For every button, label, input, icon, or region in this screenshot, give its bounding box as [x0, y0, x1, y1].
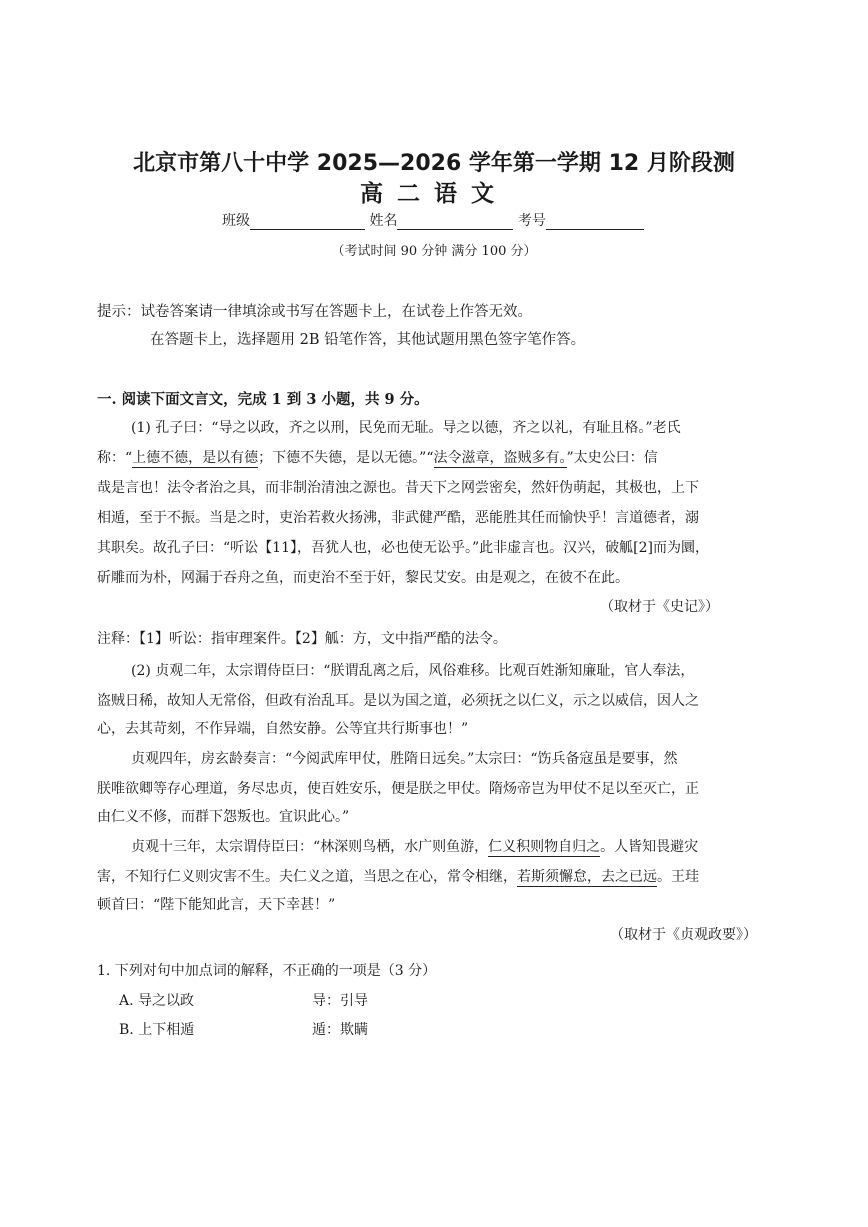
passage1-source: （取材于《史记》） [600, 599, 719, 615]
name-field[interactable] [397, 214, 513, 230]
passage2-line: 贞观四年，房玄龄奏言：“今阅武库甲仗，胜隋日远矣。”太宗曰：“饬兵备寇虽是要事，然 [131, 751, 678, 767]
passage1-line: (1) 孔子曰：“导之以政，齐之以刑，民免而无耻。导之以德，齐之以礼，有耻且格。”老氏 [131, 420, 681, 436]
text-span: ”太史公曰：信 [566, 450, 658, 466]
subject-title: 高二语文 [360, 181, 508, 207]
class-field[interactable] [250, 214, 365, 230]
option-gloss-a: 导：引导 [312, 993, 368, 1009]
passage2-line [97, 866, 699, 886]
option-gloss-b: 遁：欺瞒 [312, 1022, 368, 1038]
underlined-phrase: 法令滋章，盗贼多有。 [433, 450, 567, 466]
class-label: 班级 [222, 213, 250, 229]
passage2-line: 由仁义不修，而群下怨叛也。宜识此心。” [97, 809, 350, 825]
tip-line-1: 提示：试卷答案请一律填涂或书写在答题卡上，在试卷上作答无效。 [97, 304, 532, 320]
text-span: 贞观十三年，太宗谓侍臣曰：“林深则鸟栖，水广则鱼游， [131, 839, 489, 855]
passage2-line: 盗贼日稀，故知人无常俗，但政有治乱耳。是以为国之道，必须抚之以仁义，示之以威信，因人之 [97, 693, 699, 709]
passage1-line: 相遁，至于不振。当是之时，吏治若救火扬沸，非武健严酷，恶能胜其任而愉快乎！言道德者，溺 [97, 510, 699, 526]
underlined-phrase: 上德不德，是以有德 [132, 450, 259, 466]
exam-time-info: （考试时间 90 分钟 满分 100 分） [331, 244, 537, 259]
underlined-phrase: 仁义积则物自归之 [488, 839, 601, 855]
section-heading: 一. 阅读下面文言文，完成 1 到 3 小题，共 9 分。 [97, 391, 429, 408]
passage2-line: 心，去其苛刻，不作异端，自然安静。公等宜共行斯事也！” [97, 721, 469, 737]
option-label-a: A. 导之以政 [119, 993, 195, 1009]
id-label: 考号 [517, 213, 546, 229]
text-span: ；下德不失德，是以无德。”“ [258, 450, 434, 466]
passage1-line: 哉是言也！法令者治之具，而非制治清浊之源也。昔天下之网尝密矣，然奸伪萌起，其极也，上下 [97, 480, 699, 496]
passage1-line: 其职矣。故孔子曰：“听讼【11】，吾犹人也，必也使无讼乎。”此非虚言也。汉兴，破觚[2]而为圜， [97, 540, 709, 556]
student-info-fields [222, 210, 644, 230]
text-span: 害，不知行仁义则灾害不生。夫仁义之道，当思之在心，常令相继， [97, 869, 517, 885]
name-label: 姓名 [369, 213, 398, 229]
passage2-line [131, 836, 698, 856]
exam-title: 北京市第八十中学 2025—2026 学年第一学期 12 月阶段测 [133, 151, 735, 176]
underlined-phrase: 若斯须懈怠，去之已远 [517, 869, 657, 885]
passage2-line: 顿首曰：“陛下能知此言，天下幸甚！” [97, 897, 336, 913]
text-span: 称：“ [97, 450, 133, 466]
option-label-b: B. 上下相遁 [119, 1022, 195, 1038]
passage1-line: 斫雕而为朴，网漏于吞舟之鱼，而吏治不至于奸，黎民艾安。由是观之，在彼不在此。 [97, 570, 629, 586]
passage1-line [97, 447, 658, 467]
text-span: 。王珪 [657, 869, 699, 885]
id-field[interactable] [546, 214, 644, 230]
text-span: 。人皆知畏避灾 [600, 839, 699, 855]
passage1-notes: 注释：【1】听讼：指审理案件。【2】觚：方，文中指严酷的法令。 [97, 631, 507, 647]
passage2-line: (2) 贞观二年，太宗谓侍臣曰：“朕谓乱离之后，风俗难移。比观百姓渐知廉耻，官人奉法， [131, 663, 695, 679]
question-stem: 1. 下列对句中加点词的解释，不正确的一项是（3 分） [97, 963, 437, 979]
passage2-source: （取材于《贞观政要》） [610, 927, 757, 943]
tip-line-2: 在答题卡上，选择题用 2B 铅笔作答，其他试题用黑色签字笔作答。 [150, 332, 586, 348]
passage2-line: 朕唯欲卿等存心理道，务尽忠贞，使百姓安乐，便是朕之甲仗。隋炀帝岂为甲仗不足以至灭亡，正 [97, 781, 699, 797]
